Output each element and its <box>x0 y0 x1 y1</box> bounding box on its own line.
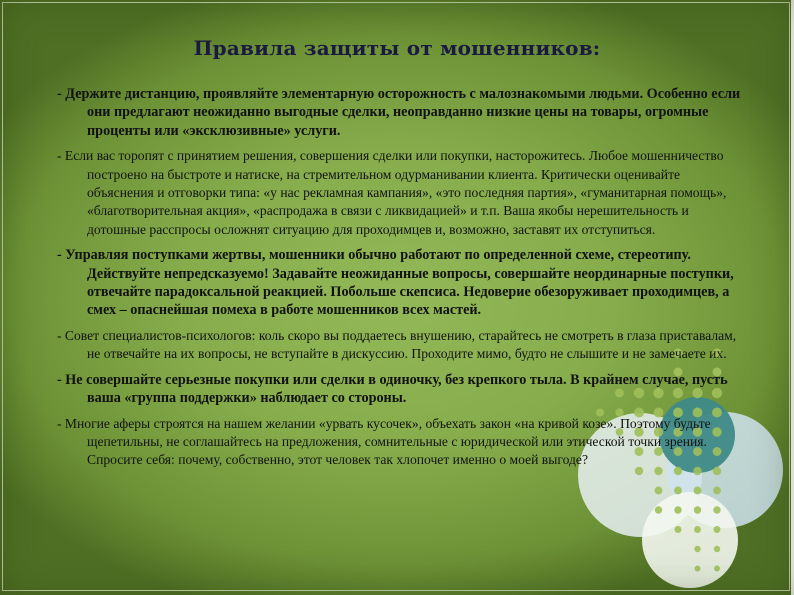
rule-6: - Многие аферы строятся на нашем желании «урвать кусочек», объехать закон «на кривой козе». Поэтому будьте щепетильны, не соглашайтесь на предложения, сомнительные с юридической или этической точки зрения. Спросите себя: почему, собственно, этот человек так хлопочет именно о моей выгоде? <box>57 415 711 468</box>
rule-5: - Не совершайте серьезные покупки или сделки в одиночку, без крепкого тыла. В крайнем случае, пусть ваша «группа поддержки» наблюдает со стороны. <box>57 371 728 407</box>
rule-2: - Если вас торопят с принятием решения, совершения сделки или покупки, насторожитесь. Любое мошенничество построено на быстроте и натиске, на стремительном одурманивании клиента. Критически оценивайте объяснения и отговорки типа: «у нас рекламная кампания», «это последняя партия», «гуманитарная помощь», «благотворительная акция», «распродажа в связи с ликвидацией» и т.п. Ваша якобы нерешительность и дотошные расспросы осложнят ситуацию для проходимцев и, возможно, заставят их отступиться. <box>57 148 727 237</box>
rule-1: - Держите дистанцию, проявляйте элементарную осторожность с малознакомыми людьми. Особенно если они предлагают неожиданно выгодные сделки, неоправданно низкие цены на товары, огромные проценты или «эксклюзивные» услуги. <box>57 86 741 139</box>
rule-4: - Совет специалистов-психологов: коль скоро вы поддаетесь внушению, старайтесь не смотреть в глаза приставалам, не отвечайте на их вопросы, не вступайте в дискуссию. Проходите мимо, будто не слышите и не замечаете их. <box>57 327 737 362</box>
slide-title: Правила защиты от мошенников: <box>193 36 601 60</box>
rule-3: - Управляя поступками жертвы, мошенники обычно работают по определенной схеме, стереотипу. Действуйте непредсказуемо! Задавайте неожиданные вопросы, совершайте неординарные поступки, отвечайте парадоксальной реакцией. Побольше скепсиса. Недоверие обезоруживает проходимцев, а смех – опаснейшая помеха в работе мошенников всех мастей. <box>57 247 734 319</box>
rules-list <box>57 85 747 477</box>
